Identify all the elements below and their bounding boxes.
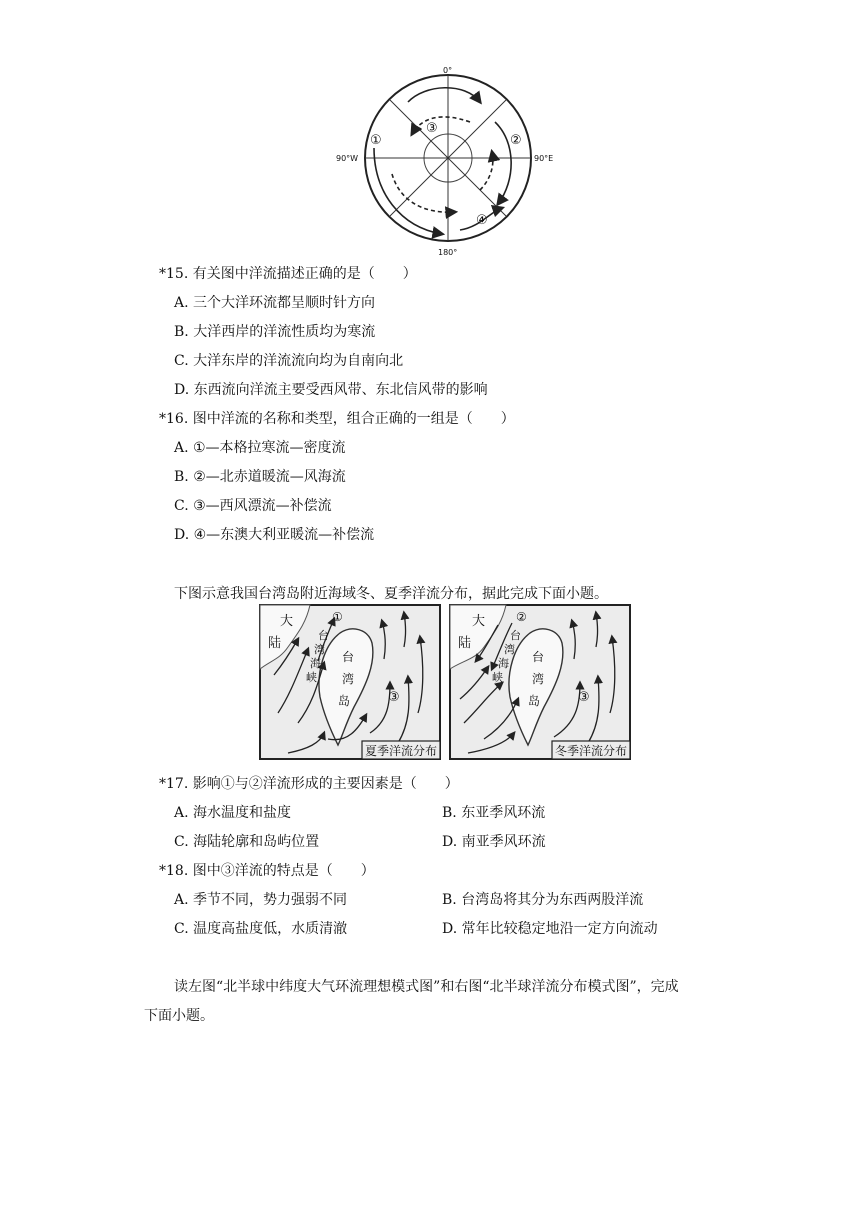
winter-strait-4: 峡 (492, 671, 503, 684)
q16-option-c[interactable]: C. ③—西风漂流—补偿流 (174, 498, 332, 514)
q15-option-b[interactable]: B. 大洋西岸的洋流性质均为寒流 (174, 324, 376, 340)
lbl-90w: 90°W (336, 154, 359, 163)
winter-marker-3: ③ (578, 690, 590, 705)
q16-stem: *16. 图中洋流的名称和类型，组合正确的一组是（ ） (159, 411, 515, 427)
summer-island-2: 湾 (342, 672, 355, 686)
winter-continent-2: 陆 (458, 636, 472, 651)
lbl-0: 0° (443, 66, 453, 75)
winter-strait-2: 湾 (504, 643, 515, 656)
summer-strait-2: 湾 (314, 643, 325, 656)
taiwan-current-figure (258, 603, 634, 761)
q15-stem: *15. 有关图中洋流描述正确的是（ ） (159, 266, 417, 282)
marker-4: ④ (476, 213, 488, 228)
q17-option-a[interactable]: A. 海水温度和盐度 (174, 805, 292, 821)
q18-option-d[interactable]: D. 常年比较稳定地沿一定方向流动 (442, 921, 658, 937)
summer-continent-1: 大 (280, 614, 294, 629)
summer-strait-1: 台 (318, 629, 329, 642)
summer-caption: 夏季洋流分布 (365, 744, 438, 758)
q17-option-d[interactable]: D. 南亚季风环流 (442, 834, 546, 850)
q18-option-a[interactable]: A. 季节不同，势力强弱不同 (174, 892, 348, 908)
circulation-intro-line2: 下面小题。 (144, 1008, 214, 1024)
marker-1: ① (370, 133, 382, 148)
summer-island-3: 岛 (338, 694, 351, 708)
marker-3: ③ (426, 121, 438, 136)
circulation-intro-line1: 读左图“北半球中纬度大气环流理想模式图”和右图“北半球洋流分布模式图”，完成 (174, 979, 679, 995)
taiwan-intro: 下图示意我国台湾岛附近海域冬、夏季洋流分布，据此完成下面小题。 (174, 586, 608, 602)
q16-option-d[interactable]: D. ④—东澳大利亚暖流—补偿流 (174, 527, 375, 543)
q15-option-c[interactable]: C. 大洋东岸的洋流流向均为自南向北 (174, 353, 404, 369)
winter-panel (450, 605, 630, 759)
lbl-180: 180° (438, 248, 458, 257)
q15-option-d[interactable]: D. 东西流向洋流主要受西风带、东北信风带的影响 (174, 382, 488, 398)
q18-option-b[interactable]: B. 台湾岛将其分为东西两股洋流 (442, 892, 644, 908)
summer-strait-4: 峡 (306, 671, 317, 684)
winter-island-2: 湾 (532, 672, 545, 686)
q17-option-c[interactable]: C. 海陆轮廓和岛屿位置 (174, 834, 320, 850)
summer-strait-3: 海 (310, 657, 321, 670)
summer-panel (260, 605, 440, 759)
winter-island-3: 岛 (528, 694, 541, 708)
q18-stem: *18. 图中③洋流的特点是（ ） (159, 863, 375, 879)
q16-option-a[interactable]: A. ①—本格拉寒流—密度流 (174, 440, 346, 456)
winter-strait-3: 海 (498, 657, 509, 670)
winter-strait-1: 台 (510, 629, 521, 642)
winter-marker-2: ② (516, 610, 527, 624)
summer-marker-3: ③ (388, 690, 400, 705)
q18-option-c[interactable]: C. 温度高盐度低，水质清澈 (174, 921, 348, 937)
winter-continent-1: 大 (472, 614, 486, 629)
marker-2: ② (510, 133, 522, 148)
q16-option-b[interactable]: B. ②—北赤道暖流—风海流 (174, 469, 346, 485)
lbl-90e: 90°E (534, 154, 554, 163)
winter-caption: 冬季洋流分布 (555, 744, 628, 758)
winter-island-1: 台 (532, 650, 545, 664)
polar-current-figure (330, 62, 566, 258)
q15-option-a[interactable]: A. 三个大洋环流都呈顺时针方向 (174, 295, 376, 311)
summer-island-1: 台 (342, 650, 355, 664)
q17-option-b[interactable]: B. 东亚季风环流 (442, 805, 546, 821)
summer-continent-2: 陆 (268, 636, 282, 651)
summer-marker-1: ① (332, 610, 343, 624)
q17-stem: *17. 影响①与②洋流形成的主要因素是（ ） (159, 776, 459, 792)
